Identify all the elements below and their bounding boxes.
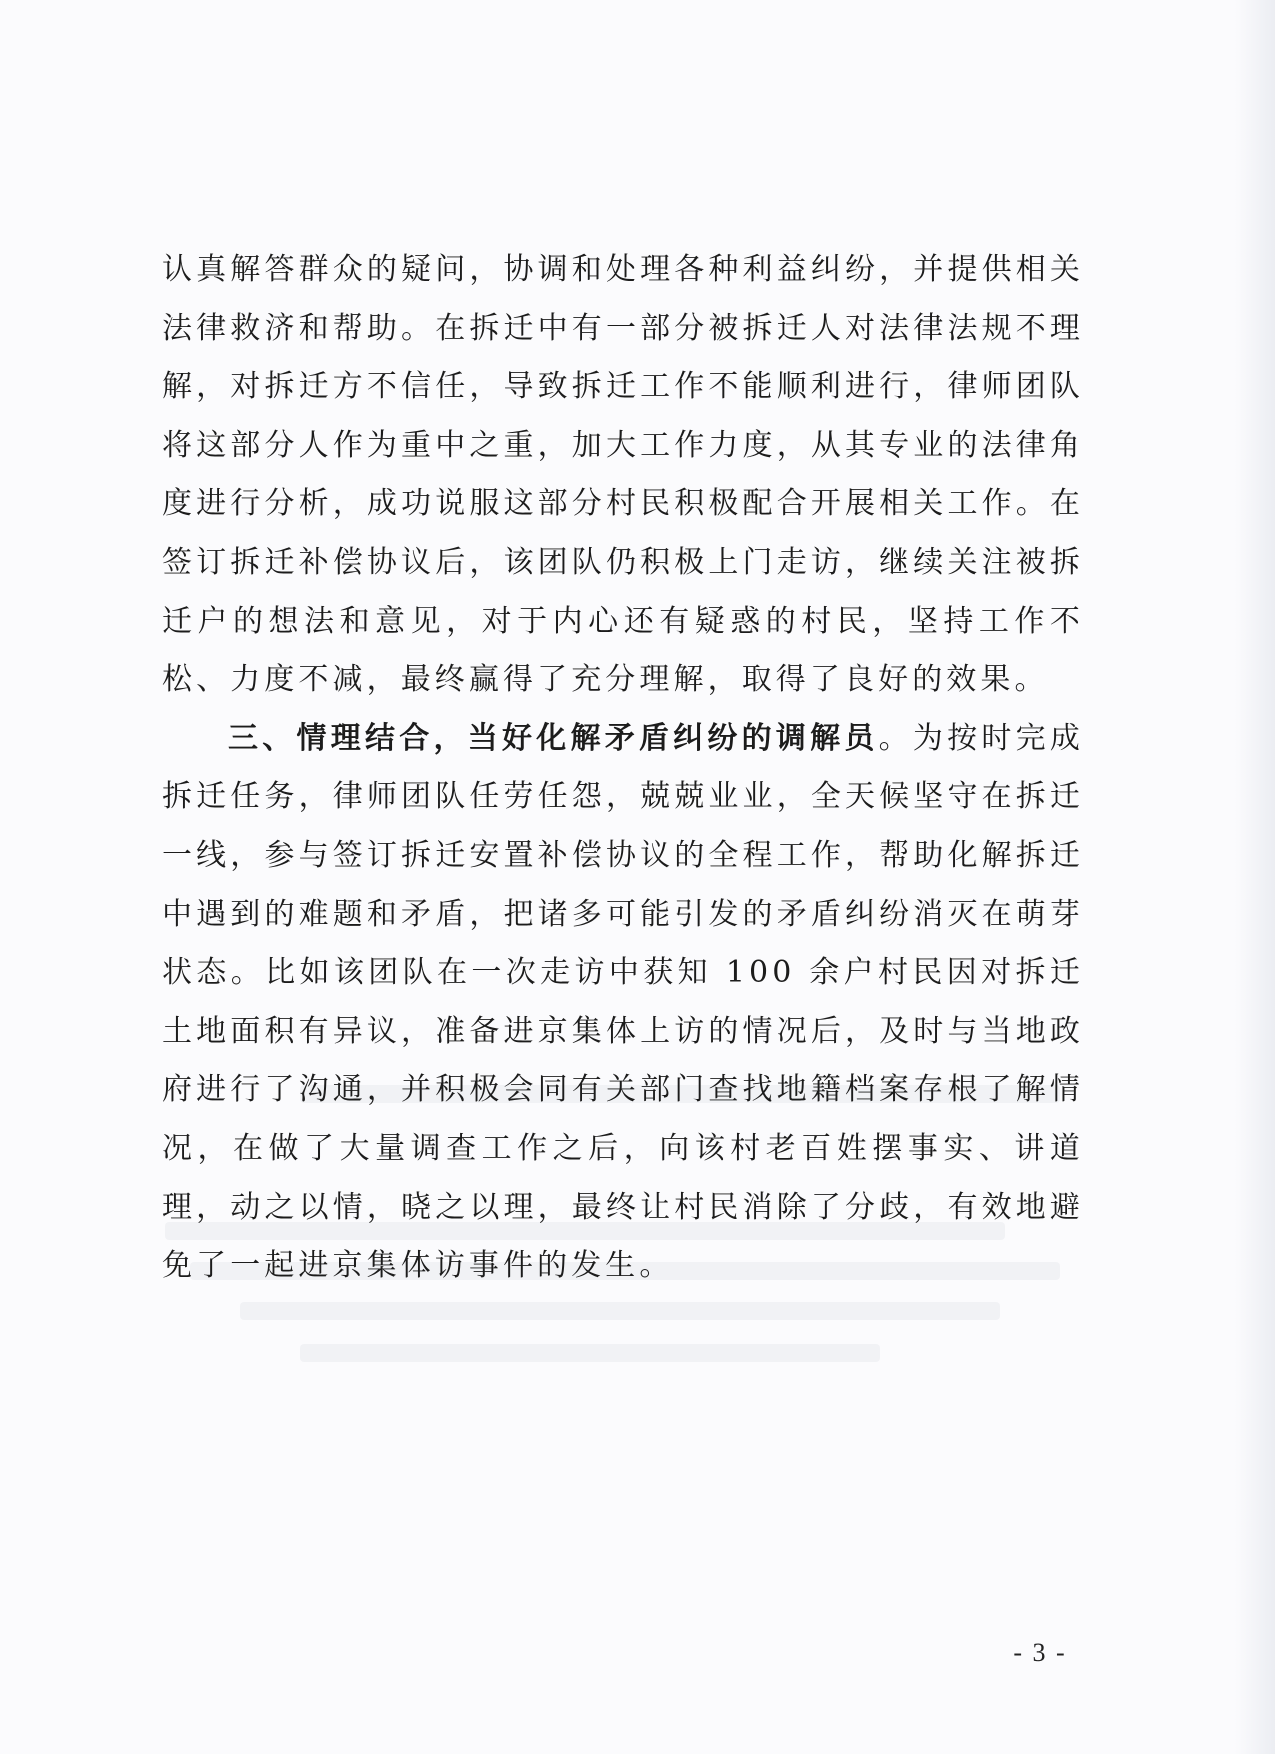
section-3-heading: 三、情理结合，当好化解矛盾纠纷的调解员	[228, 720, 879, 756]
body-text	[162, 241, 1084, 1296]
paragraph-continued: 认真解答群众的疑问，协调和处理各种利益纠纷，并提供相关法律救济和帮助。在拆迁中有一部分被拆迁人对法律法规不理解，对拆迁方不信任，导致拆迁工作不能顺利进行，律师团队将这部分人作为重中之重，加大工作力度，从其专业的法律角度进行分析，成功说服这部分村民积极配合开展相关工作。在签订拆迁补偿协议后，该团队仍积极上门走访，继续关注被拆迁户的想法和意见，对于内心还有疑惑的村民，坚持工作不松、力度不减，最终赢得了充分理解，取得了良好的效果。	[162, 252, 1084, 698]
section-3-body: 。为按时完成拆迁任务，律师团队任劳任怨，兢兢业业，全天候坚守在拆迁一线，参与签订拆迁安置补偿协议的全程工作，帮助化解拆迁中遇到的难题和矛盾，把诸多可能引发的矛盾纠纷消灭在萌芽状态。比如该团队在一次走访中获知 100 余户村民因对拆迁土地面积有异议，准备进京集体上访的情况后，及时与当地政府进行了沟通，并积极会同有关部门查找地籍档案存根了解情况，在做了大量调查工作之后，向该村老百姓摆事实、讲道理，动之以情，晓之以理，最终让村民消除了分歧，有效地避免了一起进京集体访事件的发生。	[162, 720, 1084, 1284]
page-edge-shadow	[1235, 0, 1275, 1754]
section-3-paragraph	[162, 710, 1084, 1296]
page-number: - 3 -	[1013, 1638, 1067, 1667]
show-through-mark	[240, 1302, 1000, 1320]
show-through-mark	[300, 1344, 880, 1362]
